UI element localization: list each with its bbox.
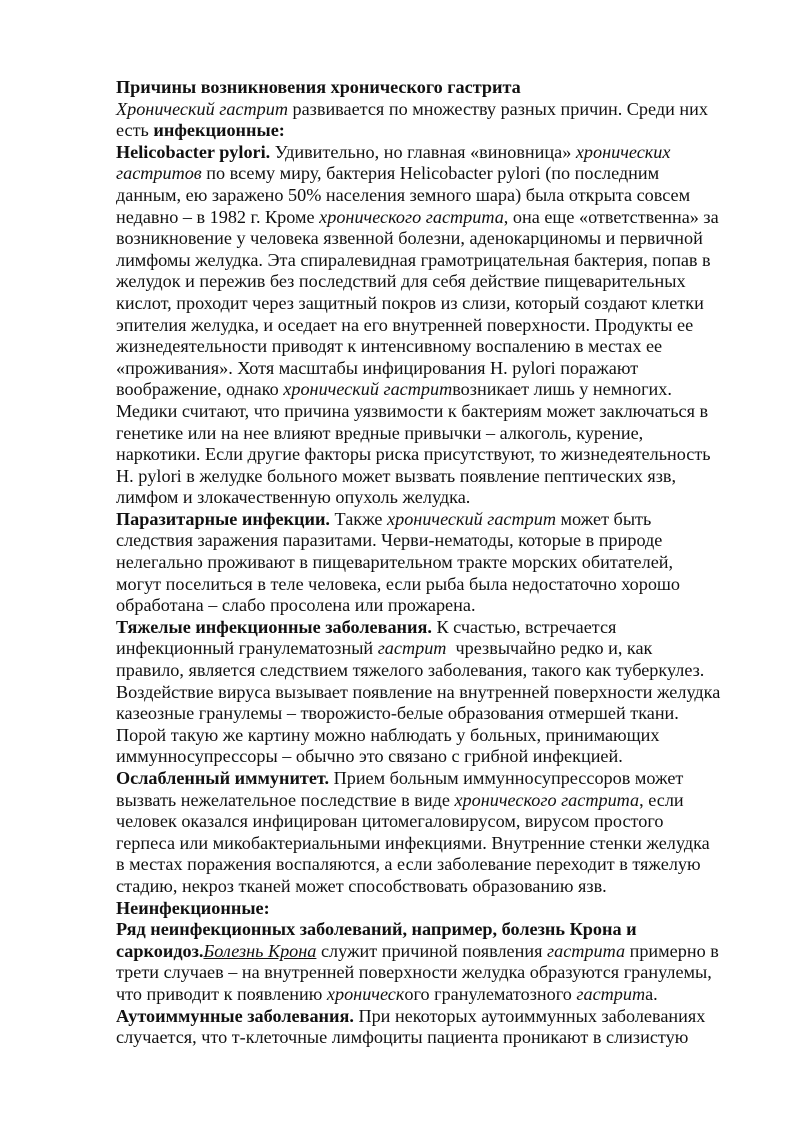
crohn-link[interactable]: Болезнь Крона: [203, 940, 317, 961]
page-title: Причины возникновения хронического гастрита: [116, 77, 521, 97]
text-line: наркотики. Если другие факторы риска присутствуют, то жизнедеятельность: [116, 444, 711, 465]
text-line: Helicobacter pylori. Удивительно, но главная «виновница» хронических: [116, 141, 671, 162]
text-line: инфекционный гранулематозный гастрит чрезвычайно редко и, как: [116, 638, 653, 659]
text-line: вызвать нежелательное последствие в виде хронического гастрита, если: [116, 789, 684, 810]
subheading-severe-infections: Тяжелые инфекционные заболевания.: [116, 616, 432, 637]
subheading-autoimmune: Аутоиммунные заболевания.: [116, 1005, 354, 1026]
text-line: правило, является следствием тяжелого заболевания, такого как туберкулез.: [116, 660, 705, 681]
text-line: Хронический гастрит развивается по множеству разных причин. Среди них: [116, 98, 708, 119]
text-line: трети случаев – на внутренней поверхности желудка образуются гранулемы,: [116, 962, 712, 983]
text-line: Паразитарные инфекции. Также хронический гастрит может быть: [116, 508, 652, 529]
text-line: саркоидоз.Болезнь Крона служит причиной появления гастрита примерно в: [116, 940, 719, 961]
text-line: эпителия желудка, и оседает на его внутренней поверхности. Продукты ее: [116, 314, 694, 335]
text-line: Тяжелые инфекционные заболевания. К счастью, встречается: [116, 616, 617, 637]
section-heading-noninfectious: Неинфекционные:: [116, 897, 270, 918]
text-line: в местах поражения воспаляются, а если заболевание переходит в тяжелую: [116, 854, 701, 875]
text-line: Ослабленный иммунитет. Прием больным иммунносупрессоров может: [116, 768, 684, 788]
text-line: «проживания». Хотя масштабы инфицирования H. pylori поражают: [116, 357, 639, 378]
text-line: иммунносупрессоры – обычно это связано с грибной инфекцией.: [116, 746, 623, 767]
text-line: генетике или на нее влияют вредные привычки – алкоголь, курение,: [116, 422, 644, 443]
text-line: казеозные гранулемы – творожисто-белые образования отмершей ткани.: [116, 703, 679, 724]
text-line: Аутоиммунные заболевания. При некоторых аутоиммунных заболеваниях: [116, 1005, 706, 1026]
text-line: случается, что т-клеточные лимфоциты пациента проникают в слизистую: [116, 1027, 689, 1048]
text-line: человек оказался инфицирован цитомегаловирусом, вирусом простого: [116, 811, 664, 832]
text-line: могут поселиться в теле человека, если рыба была недостаточно хорошо: [116, 573, 681, 594]
text-line: возникновение у человека язвенной болезни, аденокарциномы и первичной: [116, 228, 703, 249]
text-line: нелегально проживают в пищеварительном тракте морских обитателей,: [116, 552, 674, 573]
text-line: желудок и пережив без последствий для себя действие пищеварительных: [116, 271, 686, 292]
text-line: H. pylori в желудке больного может вызвать появление пептических язв,: [116, 465, 677, 486]
text-line: лимфом и злокачественную опухоль желудка.: [116, 487, 471, 508]
text-line: Порой такую же картину можно наблюдать у больных, принимающих: [116, 724, 660, 745]
subheading-weak-immunity: Ослабленный иммунитет.: [116, 768, 330, 788]
text-line: лимфомы желудка. Эта спиралевидная грамотрицательная бактерия, попав в: [116, 249, 711, 270]
text-line: что приводит к появлению хронического гранулематозного гастрита.: [116, 983, 658, 1004]
text-line: есть инфекционные:: [116, 120, 285, 141]
text-line: данным, ею заражено 50% населения земного шара) была открыта совсем: [116, 184, 691, 205]
text-line: герпеса или микобактериальными инфекциями. Внутренние стенки желудка: [116, 832, 710, 853]
text-line: Медики считают, что причина уязвимости к бактериям может заключаться в: [116, 400, 709, 421]
text-line: жизнедеятельности приводят к интенсивному воспалению в местах ее: [116, 336, 663, 357]
text-line: Воздействие вируса вызывает появление на внутренней поверхности желудка: [116, 681, 721, 702]
document-page: [116, 77, 744, 1049]
subheading-helicobacter: Helicobacter pylori.: [116, 141, 271, 162]
subheading-parasitic: Паразитарные инфекции.: [116, 508, 330, 529]
subheading-crohn-sarcoidosis: Ряд неинфекционных заболеваний, например, болезнь Крона и: [116, 919, 637, 940]
text-line: воображение, однако хронический гастритвозникает лишь у немногих.: [116, 379, 672, 400]
section-heading-infectious: инфекционные:: [153, 120, 285, 141]
text-line: стадию, некроз тканей может способствовать образованию язв.: [116, 875, 607, 896]
text-line: недавно – в 1982 г. Кроме хронического гастрита, она еще «ответственна» за: [116, 206, 719, 227]
text-line: кислот, проходит через защитный покров из слизи, который создают клетки: [116, 292, 704, 313]
text-line: следствия заражения паразитами. Черви-нематоды, которые в природе: [116, 530, 663, 551]
text-line: обработана – слабо просолена или прожарена.: [116, 595, 476, 616]
text-line: гастритов по всему миру, бактерия Helicobacter pylori (по последним: [116, 163, 660, 184]
